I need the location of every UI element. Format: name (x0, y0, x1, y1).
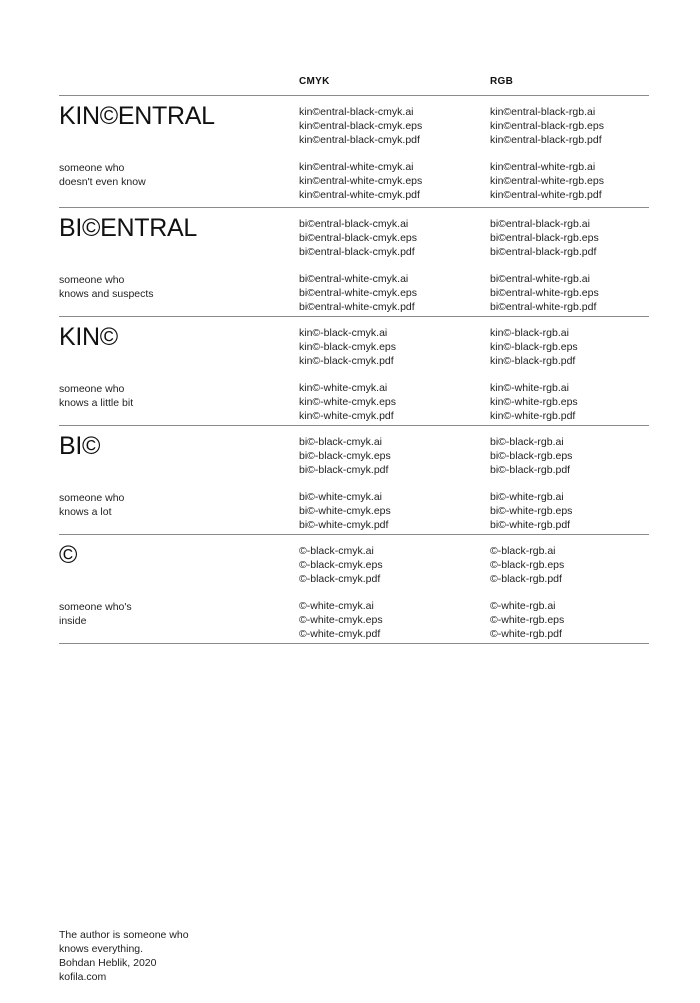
file-name[interactable]: ©-black-cmyk.ai (299, 545, 374, 557)
black-file-group (299, 217, 417, 259)
file-name[interactable]: kin©entral-white-cmyk.eps (299, 175, 423, 187)
file-name[interactable]: bi©-white-rgb.eps (490, 505, 573, 517)
logo-wordmark: BI©ENTRAL (59, 214, 197, 242)
logo-wordmark: KIN©ENTRAL (59, 102, 215, 130)
file-name[interactable]: kin©-white-rgb.pdf (490, 410, 576, 422)
cmyk-column-header: CMYK (299, 76, 330, 87)
black-file-group (490, 326, 578, 368)
white-file-group (490, 490, 572, 532)
white-file-group (490, 160, 604, 202)
logo-wordmark: © (59, 541, 78, 569)
author-footer (59, 928, 189, 984)
black-file-group (490, 105, 604, 147)
column-headers (0, 76, 700, 92)
file-name[interactable]: kin©entral-white-rgb.eps (490, 175, 604, 187)
file-name[interactable]: bi©entral-white-cmyk.ai (299, 273, 409, 285)
file-name[interactable]: kin©entral-black-rgb.ai (490, 106, 596, 118)
footer-line: The author is someone who (59, 929, 189, 941)
file-name[interactable]: ©-white-rgb.ai (490, 600, 556, 612)
file-name[interactable]: bi©entral-black-rgb.eps (490, 232, 599, 244)
black-file-group (299, 544, 383, 586)
file-name[interactable]: ©-black-rgb.ai (490, 545, 556, 557)
black-file-group (490, 544, 564, 586)
logo-caption (59, 600, 132, 628)
cmyk-file-list (299, 544, 383, 641)
logo-section-copyright (0, 535, 700, 644)
file-name[interactable]: bi©-white-rgb.ai (490, 491, 564, 503)
black-file-group (299, 326, 396, 368)
file-name[interactable]: kin©entral-black-cmyk.pdf (299, 134, 420, 146)
caption-line: someone who (59, 162, 125, 174)
black-file-group (299, 435, 391, 477)
file-name[interactable]: kin©entral-black-cmyk.eps (299, 120, 423, 132)
caption-line: someone who (59, 274, 125, 286)
caption-line: knows a little bit (59, 397, 134, 409)
file-name[interactable]: kin©-white-rgb.eps (490, 396, 578, 408)
file-name[interactable]: kin©entral-white-rgb.pdf (490, 189, 602, 201)
logo-section-kincentral (0, 96, 700, 205)
file-name[interactable]: ©-white-cmyk.pdf (299, 628, 381, 640)
white-file-group (299, 272, 417, 314)
black-file-group (299, 105, 422, 147)
cmyk-file-list (299, 435, 391, 532)
file-name[interactable]: kin©entral-white-rgb.ai (490, 161, 596, 173)
rgb-file-list (490, 435, 572, 532)
file-name[interactable]: ©-black-cmyk.pdf (299, 573, 381, 585)
white-file-group (299, 490, 391, 532)
logo-wordmark: KIN© (59, 323, 118, 351)
file-name[interactable]: bi©-black-cmyk.eps (299, 450, 391, 462)
rgb-file-list (490, 326, 578, 423)
file-name[interactable]: bi©entral-white-rgb.pdf (490, 301, 597, 313)
logo-section-bicentral (0, 208, 700, 317)
black-file-group (490, 217, 599, 259)
file-name[interactable]: bi©-white-cmyk.eps (299, 505, 391, 517)
file-name[interactable]: kin©-black-cmyk.eps (299, 341, 397, 353)
footer-line: knows everything. (59, 943, 144, 955)
file-name[interactable]: ©-black-rgb.eps (490, 559, 565, 571)
caption-line: inside (59, 615, 87, 627)
file-name[interactable]: bi©entral-black-cmyk.pdf (299, 246, 415, 258)
file-name[interactable]: kin©entral-black-rgb.eps (490, 120, 604, 132)
file-name[interactable]: bi©-black-rgb.ai (490, 436, 564, 448)
file-name[interactable]: kin©-black-rgb.pdf (490, 355, 576, 367)
caption-line: someone who (59, 383, 125, 395)
file-name[interactable]: bi©entral-black-cmyk.ai (299, 218, 409, 230)
file-name[interactable]: bi©entral-white-rgb.ai (490, 273, 590, 285)
file-name[interactable]: kin©entral-white-cmyk.ai (299, 161, 414, 173)
file-name[interactable]: ©-black-rgb.pdf (490, 573, 562, 585)
file-name[interactable]: kin©-black-cmyk.ai (299, 327, 388, 339)
logo-wordmark: BI© (59, 432, 101, 460)
file-name[interactable]: kin©-white-cmyk.ai (299, 382, 388, 394)
rgb-column-header: RGB (490, 76, 514, 87)
file-name[interactable]: kin©entral-white-cmyk.pdf (299, 189, 420, 201)
file-name[interactable]: kin©-white-cmyk.eps (299, 396, 397, 408)
logo-caption (59, 491, 124, 519)
rgb-file-list (490, 544, 564, 641)
white-file-group (490, 272, 599, 314)
white-file-group (490, 599, 564, 641)
file-name[interactable]: kin©-black-rgb.ai (490, 327, 569, 339)
rgb-file-list (490, 217, 599, 314)
cmyk-file-list (299, 326, 396, 423)
file-name[interactable]: bi©entral-white-cmyk.eps (299, 287, 418, 299)
footer-author: Bohdan Heblik, 2020 (59, 957, 157, 969)
file-name[interactable]: kin©-black-cmyk.pdf (299, 355, 394, 367)
file-name[interactable]: bi©-black-cmyk.ai (299, 436, 383, 448)
file-name[interactable]: bi©entral-white-cmyk.pdf (299, 301, 415, 313)
caption-line: doesn't even know (59, 176, 146, 188)
file-name[interactable]: kin©entral-black-rgb.pdf (490, 134, 602, 146)
file-name[interactable]: kin©-white-cmyk.pdf (299, 410, 394, 422)
cmyk-file-list (299, 217, 417, 314)
file-name[interactable]: bi©-black-rgb.pdf (490, 464, 571, 476)
logo-caption (59, 382, 133, 410)
footer-website-link[interactable]: kofila.com (59, 971, 107, 983)
file-name[interactable]: ©-white-cmyk.eps (299, 614, 383, 626)
caption-line: someone who's (59, 601, 132, 613)
caption-line: someone who (59, 492, 125, 504)
cmyk-file-list (299, 105, 422, 202)
file-name[interactable]: ©-black-cmyk.eps (299, 559, 383, 571)
white-file-group (299, 381, 396, 423)
file-name[interactable]: kin©-white-rgb.ai (490, 382, 569, 394)
divider-rule (59, 643, 649, 644)
file-name[interactable]: bi©-white-cmyk.ai (299, 491, 383, 503)
file-name[interactable]: bi©entral-black-rgb.pdf (490, 246, 597, 258)
file-name[interactable]: bi©-black-rgb.eps (490, 450, 573, 462)
file-name[interactable]: bi©-black-cmyk.pdf (299, 464, 389, 476)
file-name[interactable]: bi©entral-black-cmyk.eps (299, 232, 418, 244)
logo-section-bi (0, 426, 700, 535)
rgb-file-list (490, 105, 604, 202)
white-file-group (299, 599, 383, 641)
logo-caption (59, 273, 154, 301)
file-name[interactable]: ©-white-cmyk.ai (299, 600, 374, 612)
file-name[interactable]: bi©entral-white-rgb.eps (490, 287, 599, 299)
caption-line: knows and suspects (59, 288, 154, 300)
logo-caption (59, 161, 146, 189)
black-file-group (490, 435, 572, 477)
file-name[interactable]: bi©entral-black-rgb.ai (490, 218, 590, 230)
logo-section-kin (0, 317, 700, 426)
white-file-group (490, 381, 578, 423)
file-name[interactable]: ©-white-rgb.eps (490, 614, 565, 626)
file-name[interactable]: bi©-white-cmyk.pdf (299, 519, 389, 531)
file-name[interactable]: kin©-black-rgb.eps (490, 341, 578, 353)
white-file-group (299, 160, 422, 202)
file-name[interactable]: ©-white-rgb.pdf (490, 628, 562, 640)
caption-line: knows a lot (59, 506, 112, 518)
file-name[interactable]: bi©-white-rgb.pdf (490, 519, 571, 531)
file-name[interactable]: kin©entral-black-cmyk.ai (299, 106, 414, 118)
